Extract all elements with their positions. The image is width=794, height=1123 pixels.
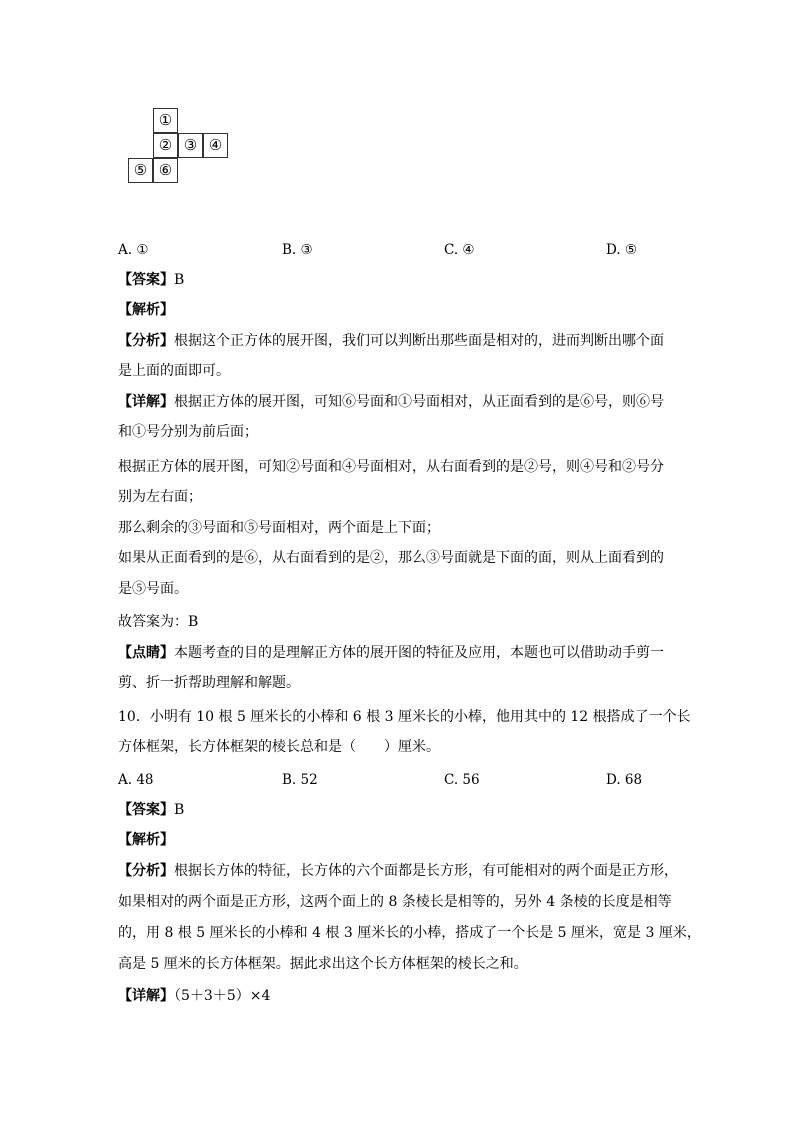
answer-tag: 【答案】: [118, 272, 174, 288]
q9-detail-line-1: [118, 392, 664, 412]
q9-option-c: C. ④: [444, 242, 475, 258]
q9-dianjing-line-1: [118, 643, 664, 663]
q10-stem-line-1: 10．小明有 10 根 5 厘米长的小棒和 6 根 3 厘米长的小棒，他用其中的 12 根搭成了一个长: [118, 709, 691, 725]
q9-conclusion: 故答案为：B: [118, 614, 199, 630]
q10-fenxi-line-3: 的，用 8 根 5 厘米长的小棒和 4 根 3 厘米长的小棒，搭成了一个长是 5 厘米，宽是 3 厘米，: [118, 925, 701, 941]
detail-text: （5＋3＋5）×4: [174, 988, 271, 1004]
fenxi-text: 根据长方体的特征，长方体的六个面都是长方形，有可能相对的两个面是正方形，: [174, 863, 678, 879]
q9-analysis-heading: 【解析】: [118, 302, 174, 318]
q10-analysis-heading: 【解析】: [118, 832, 174, 848]
q10-option-a: A. 48: [118, 772, 154, 788]
answer-value: B: [174, 802, 185, 818]
answer-value: B: [174, 272, 185, 288]
cube-net-diagram: [0, 0, 794, 200]
q9-dianjing-line-2: 剪、折一折帮助理解和解题。: [118, 675, 300, 691]
net-face-1: ①: [153, 108, 178, 133]
q9-fenxi-line-1: [118, 331, 664, 351]
q9-detail-line-7: 是⑤号面。: [118, 581, 188, 597]
q9-fenxi-line-2: 是上面的面即可。: [118, 363, 230, 379]
q9-option-a: A. ①: [118, 242, 149, 258]
q10-fenxi-line-1: [118, 861, 678, 881]
q10-option-b: B. 52: [282, 772, 318, 788]
net-face-6: ⑥: [153, 158, 178, 183]
dianjing-text: 本题考查的目的是理解正方体的展开图的特征及应用，本题也可以借助动手剪一: [174, 645, 664, 661]
q9-detail-line-4: 别为左右面；: [118, 489, 202, 505]
q10-option-d: D. 68: [606, 772, 643, 788]
q9-answer: [118, 270, 184, 290]
fenxi-tag: 【分析】: [118, 333, 174, 349]
detail-tag: 【详解】: [118, 394, 174, 410]
q9-option-b: B. ③: [282, 242, 313, 258]
net-face-5: ⑤: [128, 158, 153, 183]
q10-stem-line-2: 方体框架，长方体框架的棱长总和是（ ）厘米。: [118, 739, 440, 755]
fenxi-text: 根据这个正方体的展开图，我们可以判断出那些面是相对的，进而判断出哪个面: [174, 333, 664, 349]
q10-option-c: C. 56: [444, 772, 480, 788]
q10-detail-line-1: [118, 986, 270, 1006]
detail-text: 根据正方体的展开图，可知⑥号面和①号面相对，从正面看到的是⑥号，则⑥号: [174, 394, 664, 410]
q9-detail-line-6: 如果从正面看到的是⑥，从右面看到的是②，那么③号面就是下面的面，则从上面看到的: [118, 550, 664, 566]
net-face-2: ②: [153, 133, 178, 158]
q9-detail-line-5: 那么剩余的③号面和⑤号面相对，两个面是上下面；: [118, 520, 440, 536]
q9-detail-line-2: 和①号分别为前后面；: [118, 424, 258, 440]
q9-detail-line-3: 根据正方体的展开图，可知②号面和④号面相对，从右面看到的是②号，则④号和②号分: [118, 459, 664, 475]
fenxi-tag: 【分析】: [118, 863, 174, 879]
dianjing-tag: 【点睛】: [118, 645, 174, 661]
q10-answer: [118, 800, 184, 820]
detail-tag: 【详解】: [118, 988, 174, 1004]
net-face-3: ③: [178, 133, 203, 158]
q10-fenxi-line-2: 如果相对的两个面是正方形，这两个面上的 8 条棱长是相等的，另外 4 条棱的长度是相等: [118, 894, 672, 910]
q10-fenxi-line-4: 高是 5 厘米的长方体框架。据此求出这个长方体框架的棱长之和。: [118, 956, 528, 972]
answer-tag: 【答案】: [118, 802, 174, 818]
net-face-4: ④: [203, 133, 228, 158]
q9-option-d: D. ⑤: [606, 242, 638, 258]
